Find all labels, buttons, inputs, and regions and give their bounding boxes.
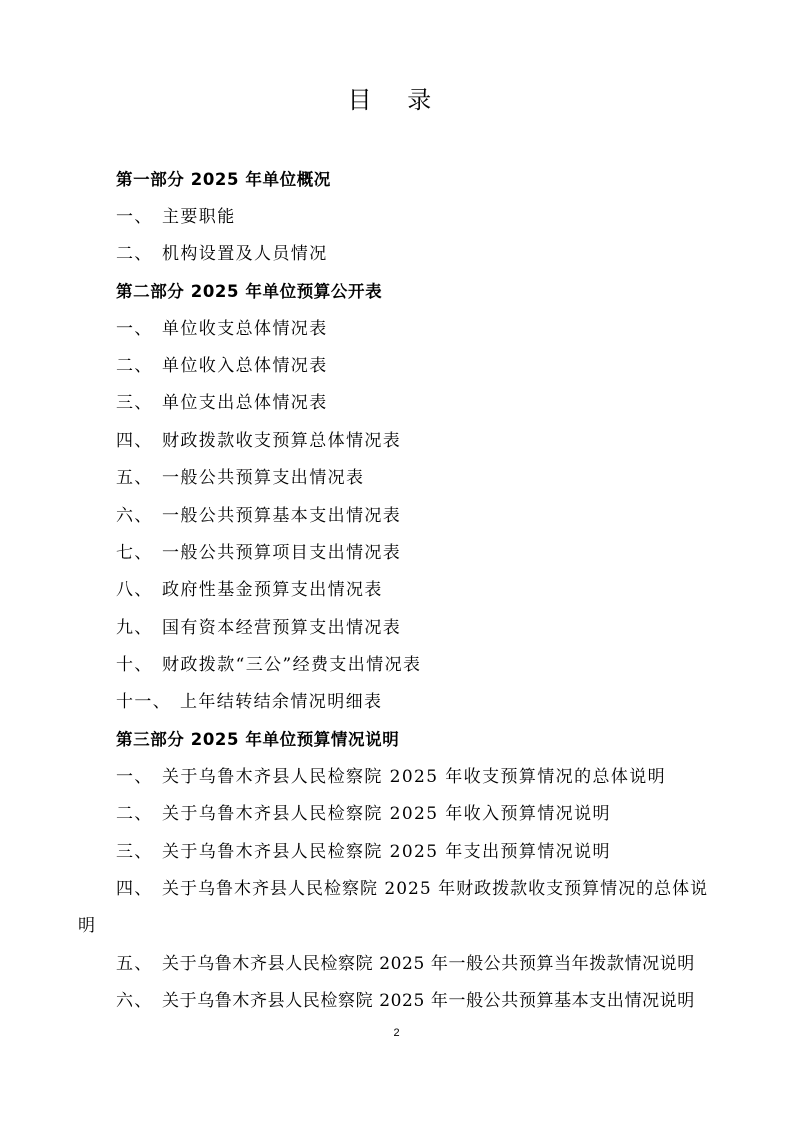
entry-number: 十、 [116, 655, 153, 675]
entry-text: 关于乌鲁木齐县人民检察院 2025 年财政拨款收支预算情况的总体说 [162, 879, 709, 899]
entry-number: 四、 [116, 431, 153, 451]
entry-number: 二、 [116, 804, 153, 824]
entry-text: 机构设置及人员情况 [162, 244, 328, 264]
entry-text: 单位支出总体情况表 [162, 393, 328, 413]
entry-text: 单位收支总体情况表 [162, 319, 328, 339]
part-heading[interactable]: 第三部分 2025 年单位预算情况说明 [116, 730, 400, 749]
toc-entry[interactable] [116, 953, 695, 975]
entry-text: 财政拨款收支预算总体情况表 [162, 431, 402, 451]
toc-entry[interactable] [116, 579, 383, 601]
entry-text: 一般公共预算基本支出情况表 [162, 506, 402, 526]
entry-text: 单位收入总体情况表 [162, 356, 328, 376]
entry-text: 国有资本经营预算支出情况表 [162, 618, 402, 638]
toc-entry[interactable] [116, 355, 328, 377]
entry-number: 九、 [116, 618, 153, 638]
entry-text: 关于乌鲁木齐县人民检察院 2025 年收支预算情况的总体说明 [162, 767, 667, 787]
page-number: 2 [393, 1027, 400, 1039]
toc-entry[interactable] [116, 505, 401, 527]
toc-entry[interactable] [116, 467, 364, 489]
entry-text: 关于乌鲁木齐县人民检察院 2025 年一般公共预算基本支出情况说明 [162, 991, 695, 1011]
part-heading[interactable]: 第一部分 2025 年单位概况 [116, 170, 331, 189]
toc-entry[interactable] [116, 803, 611, 825]
entry-number: 六、 [116, 991, 153, 1011]
entry-number: 三、 [116, 393, 153, 413]
toc-entry[interactable] [116, 542, 401, 564]
toc-entry[interactable] [116, 766, 666, 788]
entry-number: 一、 [116, 767, 153, 787]
toc-entry[interactable] [116, 691, 382, 713]
entry-number: 三、 [116, 842, 153, 862]
toc-entry[interactable] [116, 617, 401, 639]
entry-number: 一、 [116, 319, 153, 339]
entry-number: 五、 [116, 954, 153, 974]
entry-number: 七、 [116, 543, 153, 563]
entry-text: 一般公共预算项目支出情况表 [162, 543, 402, 563]
toc-entry[interactable] [116, 206, 236, 228]
entry-number: 十一、 [116, 692, 172, 712]
toc-entry[interactable] [116, 243, 328, 265]
entry-number: 八、 [116, 580, 153, 600]
toc-entry[interactable] [116, 878, 708, 900]
part-heading[interactable]: 第二部分 2025 年单位预算公开表 [116, 282, 383, 301]
entry-text: 财政拨款“三公”经费支出情况表 [162, 655, 422, 675]
toc-entry[interactable] [116, 430, 401, 452]
toc-entry[interactable] [116, 990, 695, 1012]
toc-entry[interactable] [116, 392, 328, 414]
toc-entry[interactable] [116, 841, 611, 863]
entry-text: 一般公共预算支出情况表 [162, 468, 365, 488]
entry-number: 二、 [116, 244, 153, 264]
entry-text: 关于乌鲁木齐县人民检察院 2025 年收入预算情况说明 [162, 804, 611, 824]
toc-entry[interactable] [116, 654, 421, 676]
entry-text: 上年结转结余情况明细表 [180, 692, 383, 712]
entry-number: 一、 [116, 207, 153, 227]
entry-text: 政府性基金预算支出情况表 [162, 580, 383, 600]
toc-entry[interactable] [116, 318, 328, 340]
entry-number: 六、 [116, 506, 153, 526]
entry-number: 四、 [116, 879, 153, 899]
entry-text: 主要职能 [162, 207, 236, 227]
entry-number: 五、 [116, 468, 153, 488]
entry-text: 关于乌鲁木齐县人民检察院 2025 年一般公共预算当年拨款情况说明 [162, 954, 695, 974]
entry-text: 关于乌鲁木齐县人民检察院 2025 年支出预算情况说明 [162, 842, 611, 862]
entry-number: 二、 [116, 356, 153, 376]
toc-title: 目 录 [347, 86, 446, 114]
toc-entry-continuation[interactable]: 明 [78, 916, 97, 936]
